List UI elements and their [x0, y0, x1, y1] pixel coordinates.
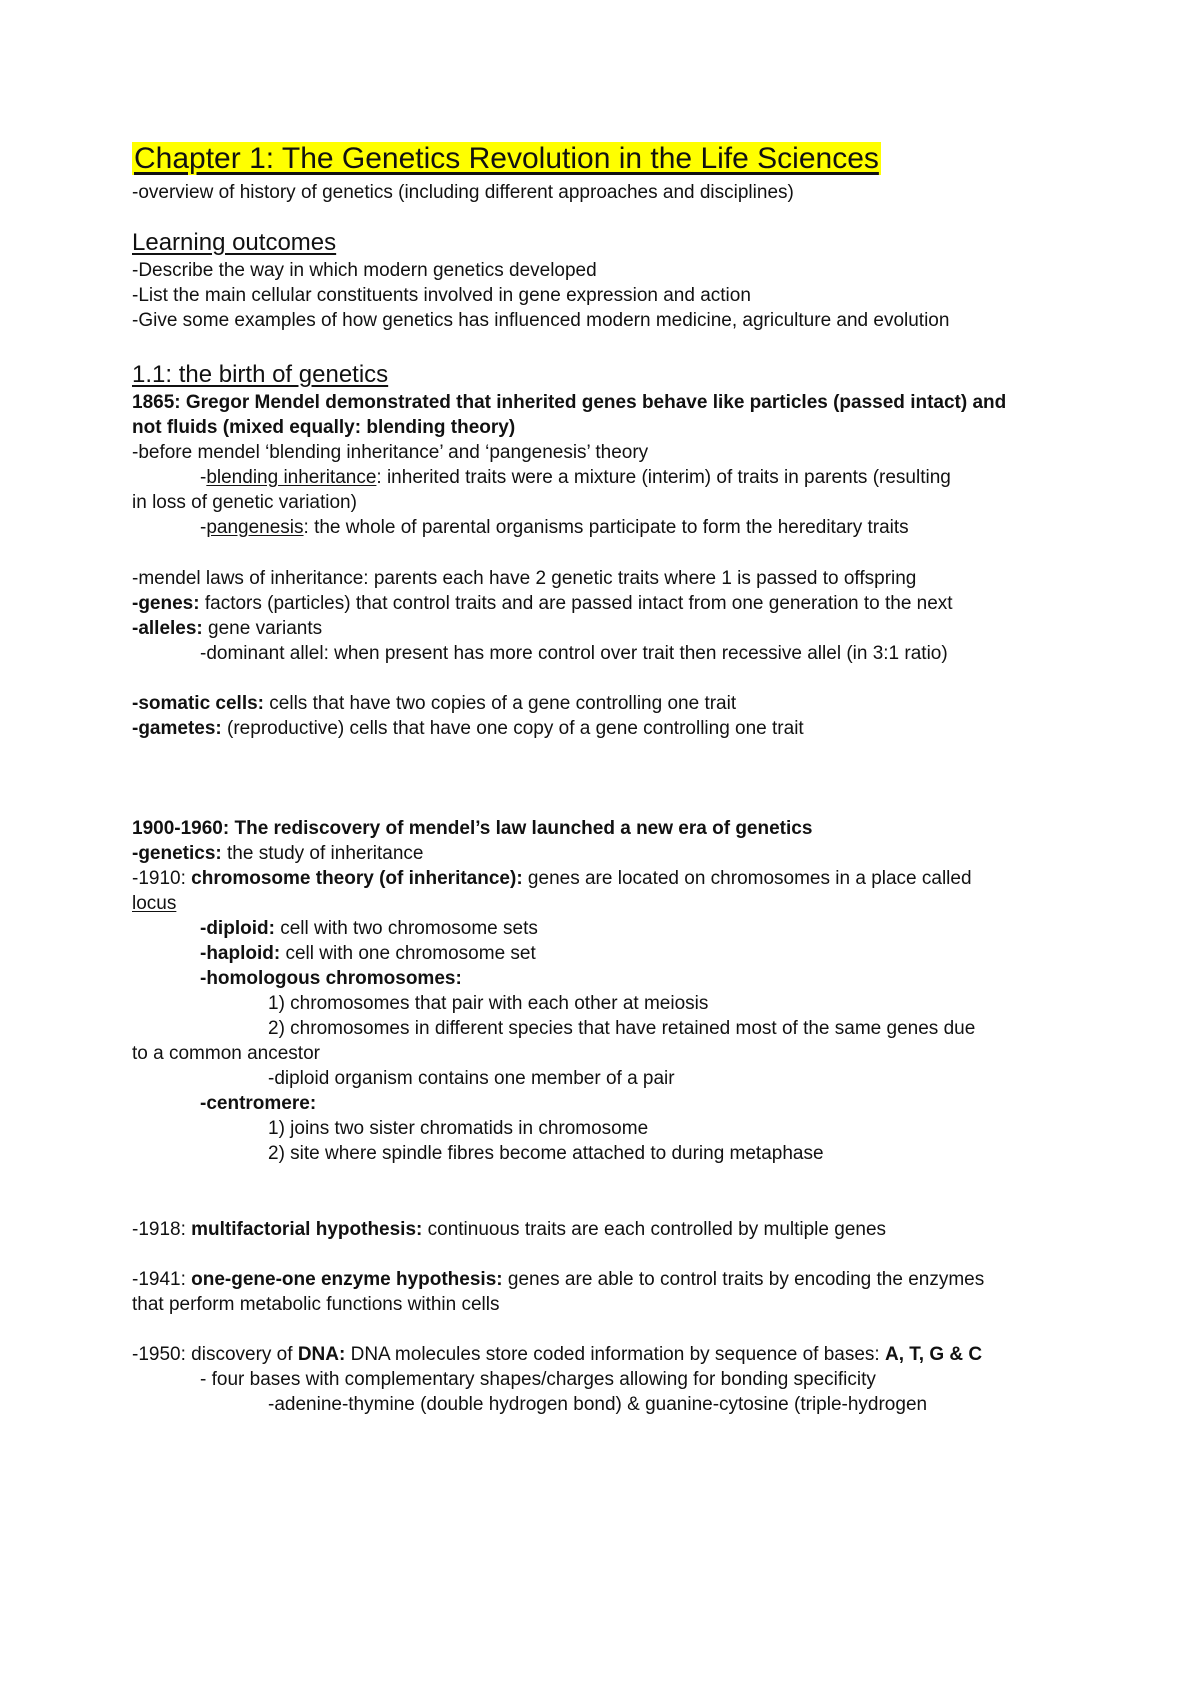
term: -centromere: [200, 1093, 317, 1114]
four-bases-line: - four bases with complementary shapes/charges allowing for bonding specificity [200, 1369, 876, 1390]
dominant-allel-line: -dominant allel: when present has more control over trait then recessive allel (in 3:1 ratio) [200, 643, 948, 664]
outcome-item: -List the main cellular constituents involved in gene expression and action [132, 285, 751, 306]
definition: DNA molecules store coded information by sequence of bases: [345, 1344, 885, 1365]
definition: cells that have two copies of a gene controlling one trait [264, 693, 737, 714]
one-gene-one-enzyme-line [132, 1267, 984, 1293]
mendel-bold-line: 1865: Gregor Mendel demonstrated that inherited genes behave like particles (passed intact) and [132, 392, 1007, 413]
locus-line [132, 891, 176, 917]
year: -1918: [132, 1219, 192, 1240]
diploid-organism-line: -diploid organism contains one member of a pair [268, 1068, 675, 1089]
base-pairs-line: -adenine-thymine (double hydrogen bond) & guanine-cytosine (triple-hydrogen [268, 1394, 928, 1415]
year: -1941: [132, 1269, 192, 1290]
blending-term: blending inheritance [206, 467, 377, 488]
mendel-statement [132, 390, 1006, 416]
definition: genes are able to control traits by encoding the enzymes [502, 1269, 985, 1290]
definition: continuous traits are each controlled by multiple genes [422, 1219, 887, 1240]
era-1900-heading [132, 816, 812, 842]
definition: cell with two chromosome sets [274, 918, 538, 939]
genetics-definition-line [132, 841, 424, 867]
homologous-heading [200, 966, 462, 992]
section-heading-birth-of-genetics: 1.1: the birth of genetics [132, 361, 389, 388]
chromosome-theory-line [132, 866, 972, 892]
term: -diploid: [200, 918, 275, 939]
homologous-point-2: 2) chromosomes in different species that have retained most of the same genes due [268, 1018, 976, 1039]
mendel-laws-line: -mendel laws of inheritance: parents each have 2 genetic traits where 1 is passed to offspring [132, 568, 917, 589]
pangenesis-line [200, 515, 909, 541]
year: -1910: [132, 868, 192, 889]
blending-cont-line: in loss of genetic variation) [132, 492, 357, 513]
learning-outcomes-heading: Learning outcomes [132, 229, 337, 256]
term: -genes: [132, 593, 200, 614]
definition: (reproductive) cells that have one copy of a gene controlling one trait [221, 718, 804, 739]
definition: genes are located on chromosomes in a place called [522, 868, 972, 889]
genes-line [132, 591, 953, 617]
definition: gene variants [202, 618, 323, 639]
one-gene-cont-line: that perform metabolic functions within cells [132, 1294, 500, 1315]
gametes-line [132, 716, 804, 742]
centromere-heading [200, 1091, 316, 1117]
term: -gametes: [132, 718, 222, 739]
term: -alleles: [132, 618, 203, 639]
pangenesis-def: : the whole of parental organisms participate to form the hereditary traits [303, 517, 909, 538]
diploid-line [200, 916, 538, 942]
outcome-item: -Give some examples of how genetics has influenced modern medicine, agriculture and evolution [132, 310, 950, 331]
blending-def: : inherited traits were a mixture (interim) of traits in parents (resulting [376, 467, 951, 488]
term: one-gene-one enzyme hypothesis: [191, 1269, 503, 1290]
year: -1950: discovery of [132, 1344, 298, 1365]
term: -somatic cells: [132, 693, 264, 714]
term: -genetics: [132, 843, 222, 864]
outcome-item: -Describe the way in which modern genetics developed [132, 260, 597, 281]
definition: factors (particles) that control traits and are passed intact from one generation to the next [199, 593, 953, 614]
somatic-cells-line [132, 691, 736, 717]
locus-term: locus [132, 893, 177, 914]
pangenesis-term: pangenesis [206, 517, 304, 538]
term: chromosome theory (of inheritance): [191, 868, 523, 889]
centromere-point-2: 2) site where spindle fibres become attached to during metaphase [268, 1143, 824, 1164]
chapter-title [132, 140, 881, 178]
term: multifactorial hypothesis: [191, 1219, 423, 1240]
title-highlight: Chapter 1: The Genetics Revolution in the Life Sciences [134, 142, 879, 175]
alleles-line [132, 616, 322, 642]
mendel-bold-line: not fluids (mixed equally: blending theory) [132, 417, 516, 438]
mendel-statement-cont [132, 415, 515, 441]
blending-inheritance-line [200, 465, 951, 491]
term: DNA: [297, 1344, 346, 1365]
definition: the study of inheritance [221, 843, 424, 864]
homologous-point-1: 1) chromosomes that pair with each other at meiosis [268, 993, 709, 1014]
term: -haploid: [200, 943, 281, 964]
centromere-point-1: 1) joins two sister chromatids in chromosome [268, 1118, 649, 1139]
era-heading-text: The rediscovery of mendel’s law launched a new era of genetics [229, 818, 813, 839]
dna-discovery-line [132, 1342, 982, 1368]
before-mendel-line: -before mendel ‘blending inheritance’ and ‘pangenesis’ theory [132, 442, 649, 463]
overview-line: -overview of history of genetics (including different approaches and disciplines) [132, 182, 794, 203]
homologous-point-2-cont: to a common ancestor [132, 1043, 320, 1064]
bases: A, T, G & C [885, 1344, 983, 1365]
era-years: 1900-1960: [132, 818, 230, 839]
term: -homologous chromosomes: [200, 968, 462, 989]
dash: - [200, 467, 207, 488]
haploid-line [200, 941, 536, 967]
definition: cell with one chromosome set [280, 943, 536, 964]
dash: - [200, 517, 207, 538]
multifactorial-line [132, 1217, 886, 1243]
